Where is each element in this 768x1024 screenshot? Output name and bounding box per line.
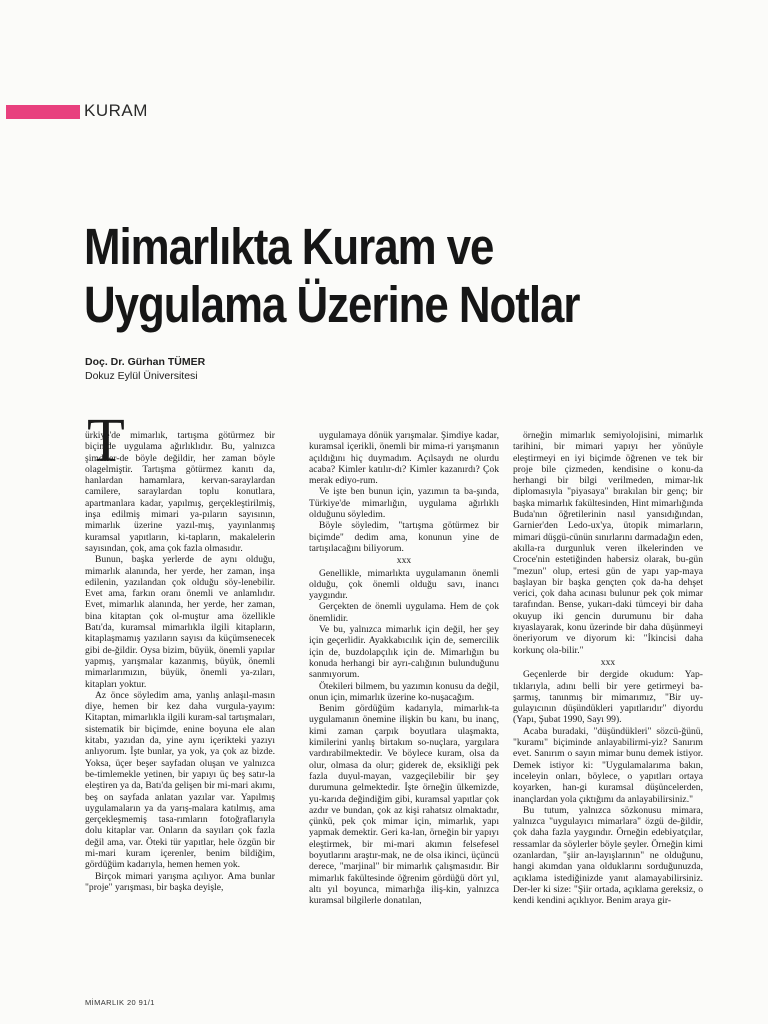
body-paragraph: Geçenlerde bir dergide okudum: Yap-tıklarıyla, adını belli bir yere getirmeyi ba-şarmış, tanınmış bir mimarımız, "Bir uy-gulayıcının düşündükleri yapıtlarıdır" diyordu (Yapı, Şubat 1990, Sayı 99). — [513, 669, 703, 726]
body-paragraph: Bunun, başka yerlerde de aynı olduğu, mimarlık alanında, her yerde, her zaman, inşa edilenin, yazılandan çok olduğu söy-lenebilir. Evet ama, farkın oranı önemli ve anlamlıdır. Evet, mimarlık alanında, her yerde, her zaman, bina kitaptan çok ol-muştur ama özellikle Batı'da, kuramsal mimarlıkla ilgili kitapların, kitaplaşmamış yazıların sayısı da küçümsenecek gibi de-ğildir. Oysa bizim, büyük, önemli yapılar yapmış, yarışmalar kazanmış, büyük, önemli mimarlarımızın, büyük, önemli ya-zıları, kitapları yoktur. — [85, 554, 275, 690]
body-paragraph: Az önce söyledim ama, yanlış anlaşıl-masın diye, hemen bir kez daha vurgula-yayım: Kitaptan, mimarlıkla ilgili kuram-sal tartışmaları, sistematik bir biçimde, enine boyuna ele alan kitabı, yazıdan da, yine aynı içerikteki yazıyı anlıyorum. İşte bunlar, ya yok, ya çok az bizde. Yoksa, üçer beşer sayfadan oluşan ve yalnızca be-timlemekle yetinen, bir yapıyı üç beş satır-la eleştiren ya da, Batı'da gelişen bir mi-mari akımı, beş on sayfada anlatan yazılar var. Yapılmış uygulamaların ya da yarış-malara katılmış, ama gerçekleşmemiş tasa-rımların fotoğraflarıyla dolu kitaplar var. Onların da sayıları çok fazla değil ama, var. Öteki tür yapıtlar, hele özgün bir mi-mari kuram içerenler, benim bildiğim, gördüğüm kadarıyla, hemen hemen yok. — [85, 689, 275, 871]
article-title: Mimarlıkta Kuram ve Uygulama Üzerine Notlar — [84, 218, 580, 333]
drop-cap: T — [87, 407, 125, 475]
section-separator: xxx — [600, 656, 616, 668]
section-label: KURAM — [84, 101, 148, 120]
body-paragraph: Genellikle, mimarlıkta uygulamanın önemli olduğu, çok önemli olduğu savı, inancı yaygındır. — [309, 567, 499, 602]
body-paragraph: Böyle söyledim, "tartışma götürmez bir biçimde" dedim ama, konunun yine de tartışılacağını biliyorum. — [309, 520, 499, 554]
body-paragraph: Acaba buradaki, "düşündükleri" sözcü-ğünü, "kuramı" biçiminde anlayabilirmi-yiz? Sanırım evet. Sanırım o sayın mimar bunu demek istiyor. Demek istiyor ki: "Uygulamalarıma bakın, inceleyin onları, böylece, o yapıtları ortaya koyarken, han-gi kuramsal düşüncelerden, inançlardan yola çıktığımı da anlayabilirsiniz." — [513, 725, 703, 805]
body-paragraph: Gerçekten de önemli uygulama. Hem de çok önemlidir. — [309, 601, 499, 624]
article-author: Doç. Dr. Gürhan TÜMER — [85, 356, 206, 368]
body-paragraph: Ve işte ben bunun için, yazımın ta ba-şında, Türkiye'de mimarlığın, uygulama ağırlıklı olduğunu söyledim. — [309, 486, 499, 521]
body-paragraph: Ötekileri bilmem, bu yazımın konusu da değil, onun için, mimarlık üzerine ko-nuşacağım. — [309, 680, 499, 703]
text-column-1 — [85, 430, 275, 893]
author-affiliation: Dokuz Eylül Üniversitesi — [85, 370, 198, 382]
body-paragraph: uygulamaya dönük yarışmalar. Şimdiye kadar, kuramsal içerikli, önemli bir mima-ri yarışmanın açıldığını hiç duymadım. Açılsaydı ne olurdu acaba? Kimler katılır-dı? Kimler kazanırdı? Çok merak ediyo-rum. — [309, 430, 499, 487]
text-column-2 — [309, 430, 499, 906]
body-paragraph: Bu tutum, yalnızca sözkonusu mimara, yalnızca "uygulayıcı mimarlara" özgü de-ğildir, çok daha fazla yaygındır. Örneğin edebiyatçılar, ressamlar da söylerler böyle şeyler. Örneğin kimi ozanlardan, "şiir an-layışlarının" ne olduğunu, hangi akımdan yana olduklarını sorduğunuzda, açıklama istediğinizde yanıt alamayabilirsiniz. Der-ler ki size: "Şiir ortada, açıklama gereksiz, o kendi kendini açıklıyor. Benim araya gir- — [513, 804, 703, 907]
page-footer: MİMARLIK 20 91/1 — [85, 998, 155, 1007]
body-paragraph: Benim gördüğüm kadarıyla, mimarlık-ta uygulamanın önemine ilişkin bu kanı, bu inanç, kimi zaman çarpık boyutlara ulaşmakta, kimilerini yanlış birtakım so-nuçlara, yargılara vardırabilmektedir. Ve böylece kuram, olsa da olur, olmasa da olur; giderek de, eksikliği pek fazla duyul-mayan, vazgeçilebilir bir şey durumuna gelmektedir. İşte örneğin ülkemizde, yu-karıda değindiğim gibi, kuramsal yapıtlar çok azdır ve bundan, çok az kişi rahatsız olmaktadır, çünkü, pek çok mimar için, mimarlık, yapı yapmak demektir. Geri ka-lan, örneğin bir yapıyı eleştirmek, bir mi-mari akımın felsefesel boyutlarını araştır-mak, ne de olsa ikinci, üçüncü derece, "marjinal" bir mimarlık çalışmasıdır. Bir mimarlık fakültesinde öğrenim gördüğü dört yıl, altı yıl boyunca, mimarlığa iliş-kin, yalnızca kuramsal bilgilerle donatılan, — [309, 703, 499, 907]
body-paragraph: Ve bu, yalnızca mimarlık için değil, her şey için geçerlidir. Ayakkabıcılık için de, semercilik için de, buzdolapçılık için de. Mimarlığın bu konuda herhangi bir ayrı-calığının bulunduğunu sanmıyorum. — [309, 624, 499, 681]
section-color-bar — [6, 105, 80, 119]
body-paragraph: Birçok mimari yarışma açılıyor. Ama bunlar "proje" yarışması, bir başka deyişle, — [85, 870, 275, 893]
text-column-3 — [513, 430, 703, 906]
body-paragraph: ürkiye'de mimarlık, tartışma götürmez bir biçimde uygulama ağırlıklıdır. Bu, yalnızca şimdiler-de böyle değildir, her zaman böyle olagelmiştir. Tartışma götürmez kanıtı da, hanlardan hamamlara, kervan-saraylardan camilere, saraylardan toplu konutlara, apartmanlara kadar, yapılmış, gerçekleştirilmiş, inşa edilmiş mimari ya-pıların sayısının, mimarlık üzerine yazıl-mış, yayınlanmış kuramsal yapıtların, ki-tapların, makalelerin sayısından, çok, ama çok fazla olmasıdır. — [85, 430, 275, 554]
section-separator: xxx — [396, 555, 412, 567]
body-paragraph: örneğin mimarlık semiyolojisini, mimarlık tarihini, bir mimari yapıyı her yönüyle eleştirmeyi en iyi biçimde öğrenen ve tek bir proje bile çizmeden, kendisine o konu-da herhangi bir bilgi verilmeden, mimar-lık diplomasıyla "piyasaya" bırakılan bir genç; bir başka mimarlık fakültesinden, Hint mimarlığında Buda'nın öğretilerinin nasıl yansıdığından, Garnier'den Ledo-ux'ya, ütopik mimarların, mimari düşgü-cünün sınırlarını darmadağın eden, akılla-ra durgunluk veren ilkelerinden ve Croce'nin estetiğinden habersiz olarak, bu-gün "mezun" olup, ertesi gün de yapı yap-maya başlayan bir başka gençten çok da-ha dehşet verici, çok daha acınası bulunur pek çok mimar tarafından. Bense, yukarı-daki tümceyi bir daha okuyup iki gencin durumunu bir daha kıyaslayarak, konu üzerinde bir daha düşünmeyi öneriyorum ve diyorum ki: "İkincisi daha korkunç ola-bilir." — [513, 430, 703, 656]
